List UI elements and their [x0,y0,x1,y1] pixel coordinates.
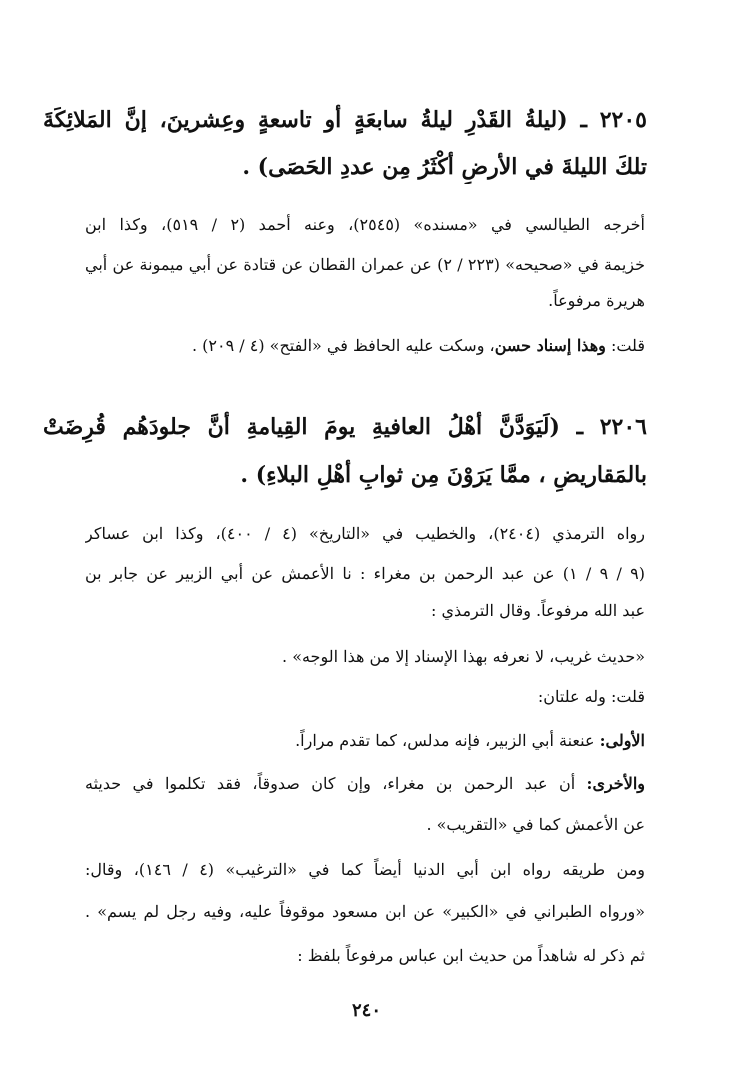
commentary-2205-line-4-rest: ، وسكت عليه الحافظ في «الفتح» (٤ / ٢٠٩) . [191,336,495,355]
commentary-2206-line-9: ومن طريقه رواه ابن أبي الدنيا أيضاً كما في «الترغيب» (٤ / ١٤٦)، وقال: [85,860,645,879]
hadith-2205-line-1: ٢٢٠٥ ـ (ليلةُ القَدْرِ ليلةُ سابعَةٍ أو تاسعةٍ وعِشرينَ، إنَّ المَلائِكَةَ [43,107,647,133]
commentary-2205-line-3: هريرة مرفوعاً. [548,291,645,310]
hadith-2206-line-1: ٢٢٠٦ ـ (لَيَوَدَّنَّ أهْلُ العافيةِ يومَ القِيامةِ أنَّ جلودَهُم قُرِضَتْ [43,414,647,440]
commentary-2206-line-7 [85,770,645,798]
grading-text: وهذا إسناد حسن [494,336,606,355]
commentary-2206-line-1: رواه الترمذي (٢٤٠٤)، والخطيب في «التاريخ» (٤ / ٤٠٠)، وكذا ابن عساكر [85,524,645,543]
commentary-2206-line-10: «ورواه الطبراني في «الكبير» عن ابن مسعود موقوفاً عليه، وفيه رجل لم يسم» . [85,902,645,921]
second-defect-text: أن عبد الرحمن بن مغراء، وإن كان صدوقاً، فقد تكلموا في حديثه [85,774,587,793]
commentary-2206-line-8: عن الأعمش كما في «التقريب» . [426,815,645,834]
commentary-2205-line-4 [85,332,645,360]
first-defect-text: عنعنة أبي الزبير، فإنه مدلس، كما تقدم مراراً. [295,731,600,750]
commentary-2206-line-4: «حديث غريب، لا نعرفه بهذا الإسناد إلا من هذا الوجه» . [282,647,645,666]
commentary-2205-line-2: خزيمة في «صحيحه» (٢٢٣ / ٢) عن عمران القطان عن قتادة عن أبي ميمونة عن أبي [85,255,645,274]
qultu-label: قلت: [605,336,645,355]
second-defect-label: والأخرى: [586,774,645,793]
commentary-2206-line-5: قلت: وله علتان: [537,687,645,706]
hadith-2205-line-2: تلكَ الليلةَ في الأرضِ أكْثَرُ مِن عددِ الحَصَى) . [242,154,647,180]
hadith-2206-line-2: بالمَقاريضِ ، ممَّا يَرَوْنَ مِن ثوابِ أهْلِ البلاءِ) . [240,462,647,488]
first-defect-label: الأولى: [599,731,645,750]
commentary-2206-line-2: (٩ / ٩ / ١) عن عبد الرحمن بن مغراء : نا الأعمش عن أبي الزبير عن جابر بن [85,564,645,583]
page-number: ٢٤٠ [351,1000,381,1021]
commentary-2206-line-6 [85,727,645,755]
commentary-2205-line-1: أخرجه الطيالسي في «مسنده» (٢٥٤٥)، وعنه أحمد (٢ / ٥١٩)، وكذا ابن [85,215,645,234]
commentary-2206-line-3: عبد الله مرفوعاً. وقال الترمذي : [431,601,645,620]
commentary-2206-line-11: ثم ذكر له شاهداً من حديث ابن عباس مرفوعاً بلفظ : [297,946,645,965]
